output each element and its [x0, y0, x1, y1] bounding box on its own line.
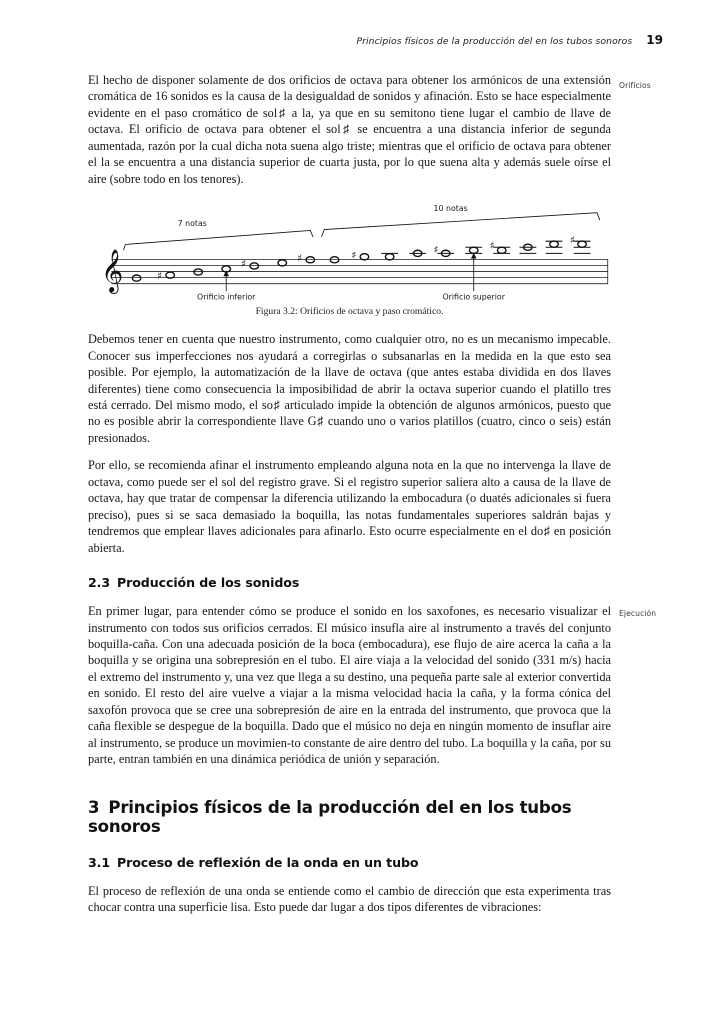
paragraph-1: El hecho de disponer solamente de dos orificios de octava para obtener los armónicos de una extensión cromática de 16 sonidos es la causa de la desigualdad de sonidos y afinación. Esto se hace especialmente evidente en el paso cromático de sol♯ a la, ya que en su semitono tiene lugar el cambio de llave de octava. El orificio de octava para obtener el sol♯ se encuentra a una distancia inferior de segunda aumentada, razón por la cual dicha nota suena algo triste; mientras que el orificio de octava para obtener el la se encuentra a una distancia superior de cuarta justa, por lo que suena alta y además suele oírse el aire (sobre todo en los tenores). [88, 73, 611, 186]
bracket-right-label: 10 notas [433, 204, 468, 214]
margin-note-orificios: Orificios [619, 81, 651, 90]
paragraph-4: En primer lugar, para entender cómo se produce el sonido en los saxofones, es necesario visualizar el instrumento con todos sus orificios cerrados. El músico insufla aire al instrumento a través del conjunto boquilla-caña. Con una adecuada posición de la boca (embocadura), ese flujo de aire acerca la caña a la boquilla y se origina una sobrepresión en el tubo. El aire viaja a la velocidad del sonido (331 m/s) hacia el extremo del instrumento y, una vez que llega a su destino, una pequeña parte sale al exterior convertida en sonido. El resto del aire vuelve a viajar a la misma velocidad hacia la caña, y la forma cónica del saxofón provoca que se cree una sobrepresión de aire en la entrada del instrumento, que provoca que la caña flexible se despegue de la boquilla. Dado que el músico no deja en ningún momento de insuflar aire al instrumento, se produce un movimien-to constante de aire dentro del tubo. La boquilla y la caña, por su parte, entran también en una dinámica periódica de unión y separación. [88, 604, 611, 767]
section-title-3-1: Proceso de reflexión de la onda en un tubo [117, 854, 419, 870]
svg-text:♯: ♯ [569, 234, 575, 247]
margin-note-ejecucion: Ejecución [619, 609, 657, 618]
section-title-2-3: Producción de los sonidos [117, 575, 300, 591]
ledger-lines [381, 241, 590, 253]
chapter-number-3: 3 [88, 797, 100, 817]
section-number-2-3: 2.3 [88, 575, 111, 591]
svg-text:♯: ♯ [433, 244, 439, 257]
music-staff-svg [88, 198, 611, 304]
pointer-orificio-inferior [223, 271, 229, 292]
paragraph-5: El proceso de reflexión de una onda se entiende como el cambio de dirección que esta experimenta tras chocar contra una superficie lisa. Esto puede dar lugar a dos tipos diferentes de vibraciones: [88, 883, 611, 915]
header-title: Principios físicos de la producción del en los tubos sonoros [356, 36, 633, 47]
staff-lines [111, 260, 608, 284]
figure-caption: Figura 3.2: Orificios de octava y paso cromático. [255, 306, 444, 318]
chapter-title-3: Principios físicos de la producción del en los tubos sonoros [88, 797, 572, 836]
chapter-heading-3 [88, 798, 611, 836]
running-header [88, 33, 663, 47]
svg-text:♯: ♯ [297, 252, 303, 265]
section-number-3-1: 3.1 [88, 854, 111, 870]
svg-text:♯: ♯ [489, 240, 495, 253]
figure-3-2 [88, 198, 611, 304]
bracket-left-label: 7 notas [177, 218, 207, 228]
paragraph-3: Por ello, se recomienda afinar el instrumento empleando alguna nota en la que no intervenga la llave de octava, como puede ser el sol del registro grave. Si el registro superior saliera alto a causa de la llave de octava, hay que tratar de compensar la diferencia utilizando la embocadura (o duatés adicionales si fuera preciso), pues si se saca demasiado la boquilla, las notas fundamentales superiores saldrán bajas y tendremos que emplear llaves adicionales para afinarlo. Esto ocurre especialmente en el do♯ en posición abierta. [88, 458, 611, 555]
page-content [88, 72, 611, 927]
bracket-7-notas [123, 231, 313, 251]
section-heading-2-3 [88, 575, 611, 590]
section-heading-3-1 [88, 855, 611, 870]
bracket-10-notas [321, 213, 599, 237]
pointer-orificio-superior [471, 253, 477, 291]
svg-text:♯: ♯ [351, 249, 357, 262]
notes-group-2 [330, 235, 586, 263]
svg-text:♯: ♯ [241, 258, 247, 271]
treble-clef-icon: 𝄞 [101, 247, 124, 292]
pointer-right-label: Orificio superior [442, 292, 505, 302]
pointer-left-label: Orificio inferior [197, 292, 256, 302]
page-number: 19 [646, 33, 663, 47]
svg-text:♯: ♯ [157, 270, 163, 283]
paragraph-2: Debemos tener en cuenta que nuestro instrumento, como cualquier otro, no es un mecanismo impecable. Conocer sus imperfecciones nos ayudará a corregirlas o subsanarlas en la medida en la que esto sea posible. Por ejemplo, la automatización de la llave de octava (que antes estaba dividida en dos llaves diferentes) tiene como consecuencia la imposibilidad de abrir la octava superior cuando el platillo tres está cerrado. Del mismo modo, el so♯ articulado impide la obtención de algunos armónicos, puesto que no es posible abrir la correspondiente llave G♯ cuando uno o varios platillos (cuatro, cinco o seis) están presionados. [88, 332, 611, 445]
